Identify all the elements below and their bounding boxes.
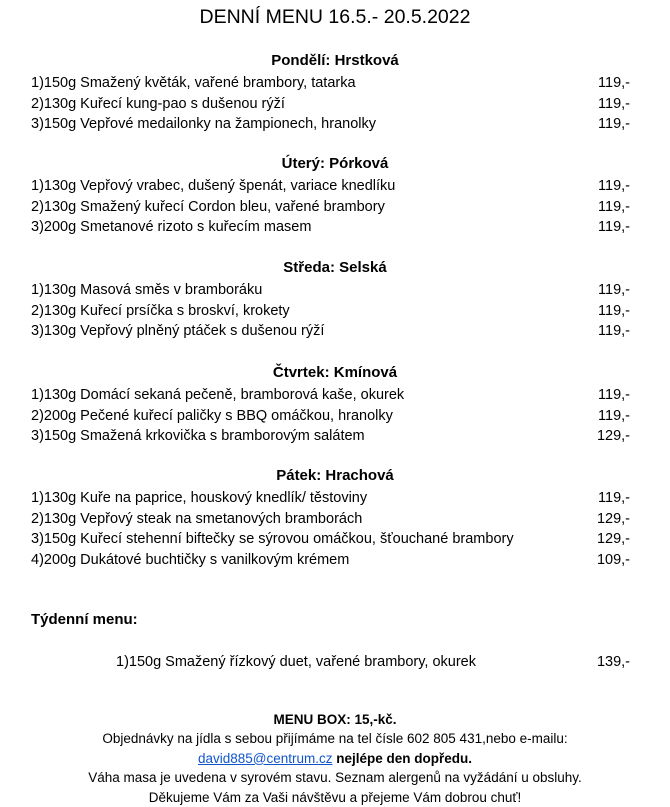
menu-item-price: 119,- <box>598 75 630 91</box>
menu-item <box>0 406 670 427</box>
menu-item <box>0 321 670 342</box>
menu-item-price: 119,- <box>598 407 630 424</box>
day-heading: Čtvrtek: Kmínová <box>272 364 398 381</box>
weight-allergen-note: Váha masa je uvedena v syrovém stavu. Seznam alergenů na vyžádání u obsluhy. <box>88 770 582 786</box>
menu-item-text: 3)130g Vepřový plněný ptáček s dušenou rýží <box>31 323 325 339</box>
menu-item-text: 2)200g Pečené kuřecí paličky s BBQ omáčkou, hranolky <box>31 407 393 424</box>
weekly-menu-item <box>0 652 670 672</box>
menu-item-text: 1)150g Smažený řízkový duet, vařené brambory, okurek <box>116 654 476 670</box>
menu-item <box>0 217 670 238</box>
thanks-note: Děkujeme Vám za Vaši návštěvu a přejeme Vám dobrou chuť! <box>148 789 522 805</box>
orders-note: Objednávky na jídla s sebou přijímáme na tel čísle 602 805 431,nebo e-mailu: <box>102 731 568 747</box>
menu-item <box>0 197 670 218</box>
email-link[interactable]: david885@centrum.cz <box>197 750 333 766</box>
menu-item <box>0 280 670 301</box>
menu-item-text: 1)130g Domácí sekaná pečeně, bramborová kaše, okurek <box>31 387 405 403</box>
day-section-friday <box>0 467 670 570</box>
day-heading: Úterý: Pórková <box>281 155 389 172</box>
menu-item-text: 2)130g Vepřový steak na smetanových bramborách <box>31 510 363 527</box>
email-line <box>0 749 670 768</box>
day-heading: Středa: Selská <box>283 259 387 276</box>
menu-item-text: 2)130g Kuřecí prsíčka s broskví, krokety <box>31 302 290 319</box>
menu-item-price: 119,- <box>598 490 630 506</box>
day-section-tuesday <box>0 155 670 238</box>
menu-item <box>0 73 670 94</box>
footer <box>0 710 670 807</box>
menu-item <box>0 385 670 406</box>
menu-item-price: 119,- <box>598 198 630 215</box>
email-suffix: nejlépe den dopředu. <box>332 750 473 766</box>
menu-item-price: 109,- <box>596 551 630 568</box>
menu-item <box>0 94 670 115</box>
menu-item-price: 129,- <box>596 428 630 444</box>
menu-item <box>0 301 670 322</box>
menu-item-text: 3)150g Kuřecí stehenní biftečky se sýrovou omáčkou, šťouchané brambory <box>31 531 514 547</box>
menu-item <box>0 488 670 509</box>
menu-item-price: 119,- <box>598 219 630 235</box>
day-section-monday <box>0 52 670 135</box>
menu-item-price: 119,- <box>598 178 630 194</box>
menu-item-price: 129,- <box>596 531 630 547</box>
menu-item-text: 3)150g Smažená krkovička s bramborovým salátem <box>31 428 365 444</box>
menu-item <box>0 509 670 530</box>
menu-item-text: 3)200g Smetanové rizoto s kuřecím masem <box>31 219 312 235</box>
menu-title: DENNÍ MENU 16.5.- 20.5.2022 <box>199 6 471 28</box>
day-section-wednesday <box>0 259 670 342</box>
menu-item <box>0 550 670 571</box>
menu-item <box>0 426 670 447</box>
menu-item-price: 119,- <box>598 302 630 319</box>
menu-item <box>0 114 670 135</box>
day-heading: Pondělí: Hrstková <box>271 52 399 69</box>
menu-item-text: 1)130g Masová směs v bramboráku <box>31 282 263 298</box>
menu-item-price: 119,- <box>598 116 630 132</box>
weekly-menu-heading: Týdenní menu: <box>31 611 138 628</box>
menu-item-text: 1)150g Smažený květák, vařené brambory, tatarka <box>31 75 356 91</box>
menu-item-text: 1)130g Vepřový vrabec, dušený špenát, variace knedlíku <box>31 178 396 194</box>
menu-item-price: 129,- <box>596 510 630 527</box>
menu-item-text: 4)200g Dukátové buchtičky s vanilkovým krémem <box>31 551 350 568</box>
menu-item-price: 119,- <box>598 323 630 339</box>
day-section-thursday <box>0 364 670 447</box>
day-heading: Pátek: Hrachová <box>276 467 394 484</box>
menu-item-text: 2)130g Smažený kuřecí Cordon bleu, vařené brambory <box>31 198 385 215</box>
menu-item-text: 1)130g Kuře na paprice, houskový knedlík/ těstoviny <box>31 490 368 506</box>
menu-item <box>0 529 670 550</box>
menu-box-price: MENU BOX: 15,-kč. <box>273 712 397 727</box>
menu-item-text: 3)150g Vepřové medailonky na žampionech, hranolky <box>31 116 376 132</box>
menu-item-price: 119,- <box>598 95 630 112</box>
menu-item-price: 139,- <box>596 654 630 670</box>
menu-item-price: 119,- <box>598 282 630 298</box>
menu-item-price: 119,- <box>598 387 630 403</box>
menu-item <box>0 176 670 197</box>
menu-item-text: 2)130g Kuřecí kung-pao s dušenou rýží <box>31 95 285 112</box>
